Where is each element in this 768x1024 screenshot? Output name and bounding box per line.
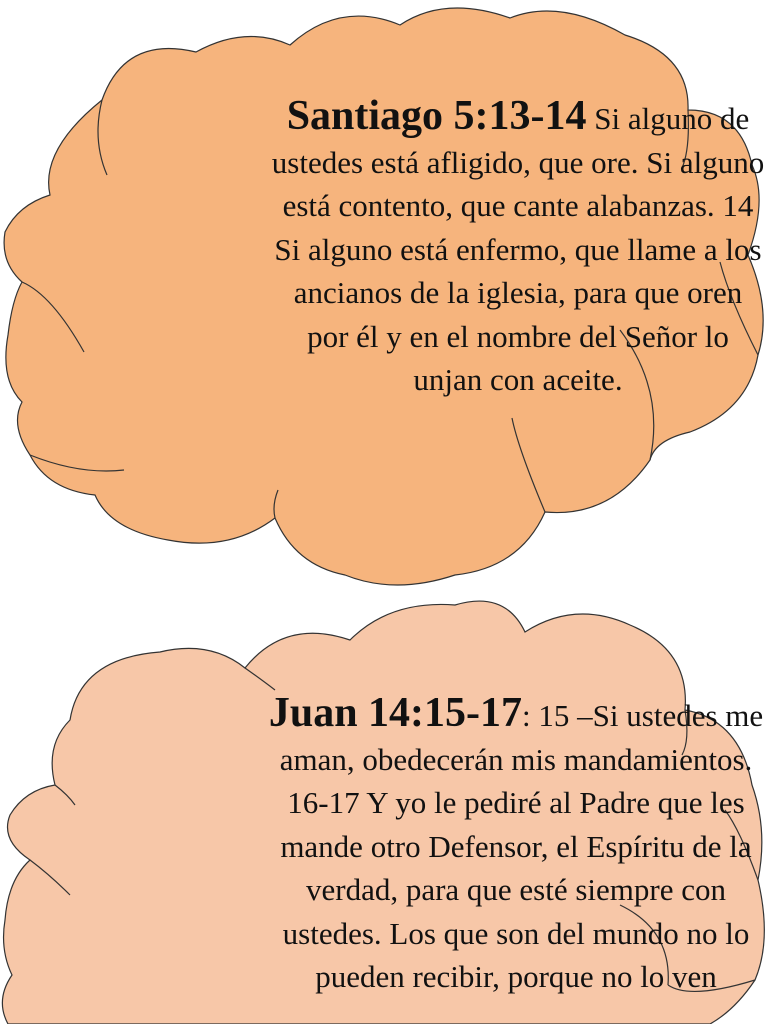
verse-text-santiago: Si alguno de ustedes está afligido, que ore. Si alguno está contento, que cante alabanzas. 14 Si alguno está enfermo, que llame a los ancianos de la iglesia, para que oren por él y en el nombre del Señor lo unjan con aceite. [271,101,765,397]
verse-reference-juan: Juan 14:15-17 [268,690,523,736]
verse-text-juan: : 15 –Si ustedes me aman, obedecerán mis mandamientos. 16-17 Y yo le pediré al Padre que les mande otro Defensor, el Espíritu de la verdad, para que esté siempre con ustedes. Los que son del mundo no lo pueden recibir, porque no lo ven [279,698,764,994]
cloud-2-text [264,692,768,999]
verse-reference-santiago: Santiago 5:13-14 [286,93,587,139]
